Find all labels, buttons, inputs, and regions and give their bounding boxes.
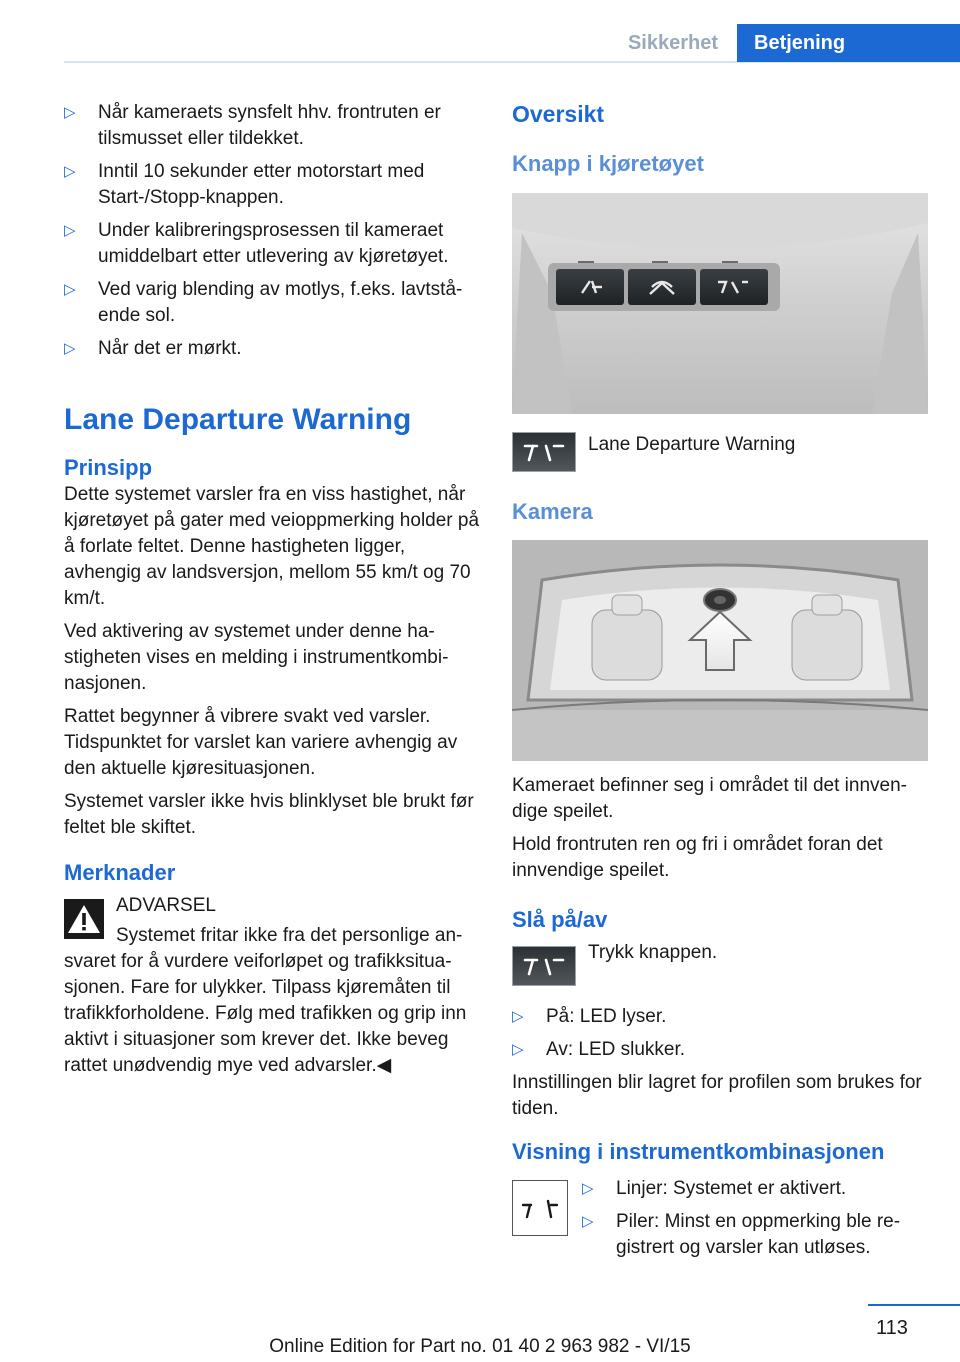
paragraph: Dette systemet varsler fra en viss hastighet, når kjøretøyet på gater med veioppmerking holder på å forlate feltet. Denne hastigheten ligger, avhengig av landsversjon, mellom 55 km/t og 70 km/t. xyxy=(64,484,480,609)
paragraph: Ved aktivering av systemet under denne hastigheten vises en melding i instrumentkombinasjonen. xyxy=(64,621,449,694)
camera-photo xyxy=(512,540,928,761)
triangle-bullet-icon: ▷ xyxy=(64,281,76,298)
edition-footer: Online Edition for Part no. 01 40 2 963 982 - VI/15 xyxy=(269,1336,691,1357)
warning-block xyxy=(64,893,480,1079)
button-legend xyxy=(512,432,930,472)
warning-triangle-icon xyxy=(64,899,104,939)
list-item: ▷ Ved varig blending av motlys, f.eks. lavtstående sol. xyxy=(64,279,463,326)
paragraph: Rattet begynner å vibrere svakt ved varsler. Tidspunktet for varslet kan variere avhengig av den aktuelle kjøresituasjonen. xyxy=(64,706,458,779)
section-title: Lane Departure Warning xyxy=(64,403,412,436)
warning-text: Systemet fritar ikke fra det personlige ansvaret for å vurdere veiforløpet og trafikksituasjonen. Fare for ulykker. Tilpass kjøremåten til trafikkforholdene. Følg med trafikken og grip inn aktivt i situasjoner som krever det. Ikke beveg rattet unødvendig mye ved advarsler.◀ xyxy=(64,925,467,1076)
paragraph: Kameraet befinner seg i området til det innvendige speilet. xyxy=(512,775,907,822)
list-item: ▷ Inntil 10 sekunder etter motorstart med Start-/Stopp-knappen. xyxy=(64,161,425,208)
list-item: ▷ Når kameraets synsfelt hhv. frontruten er tilsmusset eller tildekket. xyxy=(64,102,441,149)
triangle-bullet-icon: ▷ xyxy=(64,340,76,357)
triangle-bullet-icon: ▷ xyxy=(512,1041,524,1058)
right-column xyxy=(512,100,930,1268)
list-item: ▷ Under kalibreringsprosessen til kameraet umiddelbart etter utlevering av kjøretøyet. xyxy=(64,220,449,267)
list-item: ▷ På: LED lyser. xyxy=(512,1004,930,1030)
list-item: ▷ Når det er mørkt. xyxy=(64,336,480,362)
triangle-bullet-icon: ▷ xyxy=(64,163,76,180)
left-column xyxy=(64,100,480,1079)
overview-heading: Oversikt xyxy=(512,101,605,127)
triangle-bullet-icon: ▷ xyxy=(582,1213,594,1230)
camera-heading: Kamera xyxy=(512,499,593,524)
list-item: ▷ Piler: Minst en oppmerking ble registrert og varsler kan utløses. xyxy=(582,1211,901,1258)
button-heading: Knapp i kjøretøyet xyxy=(512,151,704,176)
paragraph: Innstillingen blir lagret for profilen som brukes for tiden. xyxy=(512,1072,922,1119)
footer-rule xyxy=(868,1304,960,1306)
triangle-bullet-icon: ▷ xyxy=(582,1180,594,1197)
onoff-caption: Trykk knappen. xyxy=(588,942,718,963)
page-number: 113 xyxy=(876,1317,908,1339)
lane-departure-button-icon xyxy=(512,946,576,986)
principle-heading: Prinsipp xyxy=(64,455,153,480)
warning-label: ADVARSEL xyxy=(116,895,216,916)
display-legend xyxy=(512,1176,930,1268)
button-caption: Lane Departure Warning xyxy=(588,434,796,455)
button-panel-photo xyxy=(512,193,928,414)
lane-departure-button-icon xyxy=(512,432,576,472)
lane-lines-display-icon xyxy=(512,1180,568,1236)
tab-betjening[interactable]: Betjening xyxy=(737,24,960,62)
display-heading: Visning i instrumentkombinasjonen xyxy=(512,1139,885,1164)
list-item: ▷ Av: LED slukker. xyxy=(512,1037,930,1063)
tab-sikkerhet[interactable]: Sikkerhet xyxy=(627,31,719,54)
onoff-legend xyxy=(512,940,930,986)
paragraph: Hold frontruten ren og fri i området foran det innvendige speilet. xyxy=(512,834,883,881)
list-item: ▷ Linjer: Systemet er aktivert. xyxy=(582,1176,930,1202)
paragraph: Systemet varsler ikke hvis blinklyset ble brukt før feltet ble skiftet. xyxy=(64,791,474,838)
triangle-bullet-icon: ▷ xyxy=(64,104,76,121)
triangle-bullet-icon: ▷ xyxy=(64,222,76,239)
triangle-bullet-icon: ▷ xyxy=(512,1008,524,1025)
onoff-heading: Slå på/av xyxy=(512,907,608,932)
notes-heading: Merknader xyxy=(64,860,176,885)
